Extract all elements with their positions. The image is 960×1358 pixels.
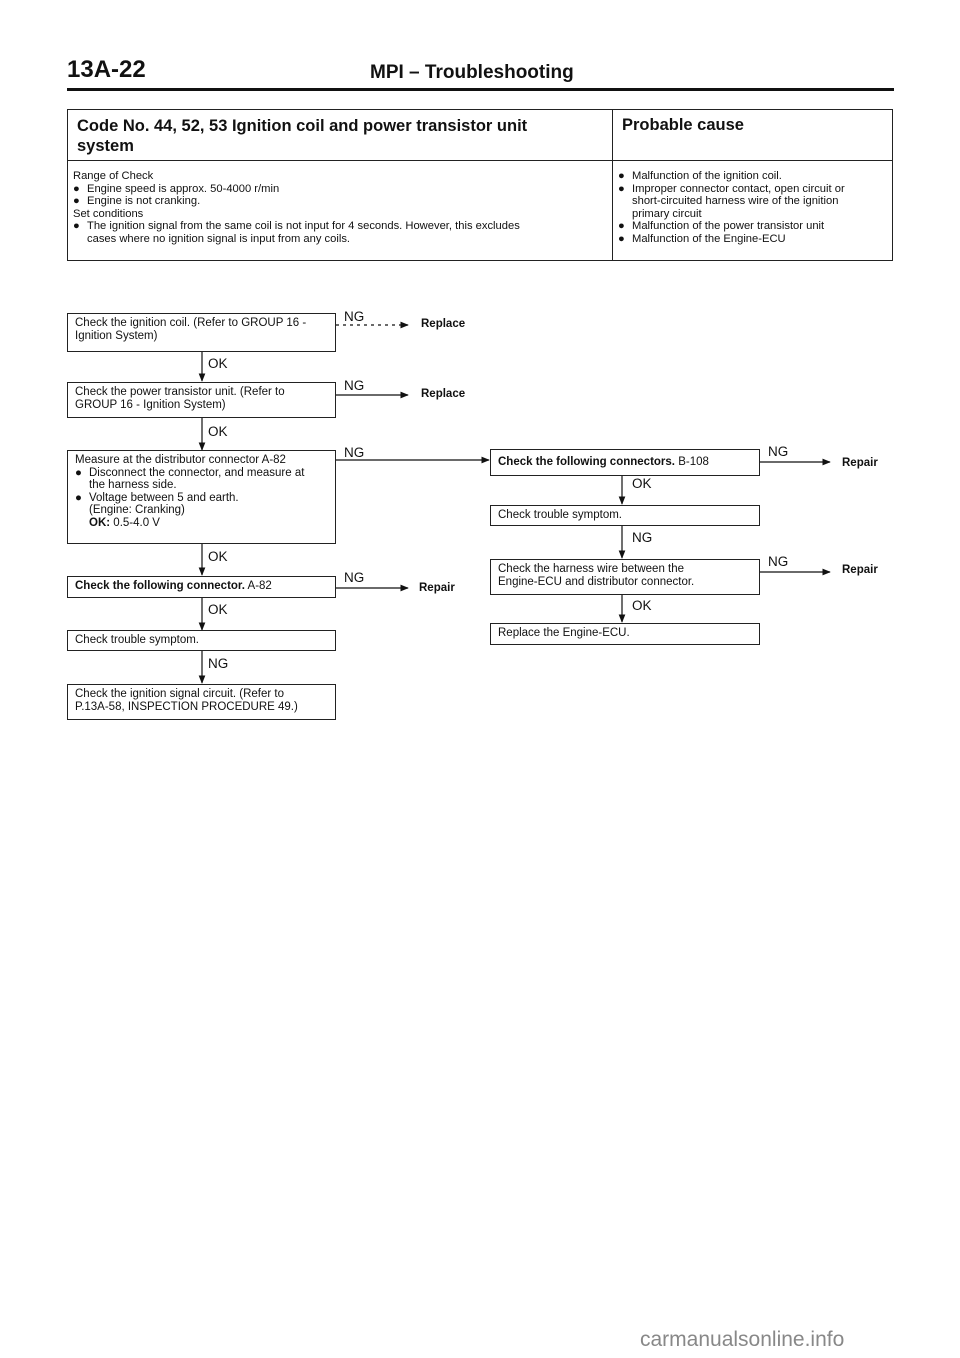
range-item: ● Engine is not cranking. bbox=[73, 195, 201, 208]
watermark: carmanualsonline.info bbox=[640, 1328, 845, 1351]
page-number: 13A-22 bbox=[67, 56, 146, 83]
step-check-trouble-symptom: Check trouble symptom. bbox=[67, 630, 336, 651]
set-conditions-heading: Set conditions bbox=[73, 207, 144, 220]
ng-label: NG bbox=[344, 378, 365, 393]
bullet-icon: ● bbox=[73, 195, 80, 208]
bullet-icon: ● bbox=[618, 182, 625, 195]
step-check-ignition-coil: Check the ignition coil. (Refer to GROUP 16 - Ignition System) bbox=[67, 313, 336, 352]
ok-label: OK bbox=[208, 602, 228, 617]
result-repair: Repair bbox=[419, 582, 455, 594]
step-replace-engine-ecu: Replace the Engine-ECU. bbox=[490, 623, 760, 645]
result-repair: Repair bbox=[842, 564, 878, 576]
ok-label: OK bbox=[632, 476, 652, 491]
ng-label: NG bbox=[632, 530, 653, 545]
step-check-ignition-signal-circuit: Check the ignition signal circuit. (Refer to P.13A-58, INSPECTION PROCEDURE 49.) bbox=[67, 684, 336, 720]
range-item: ● Engine speed is approx. 50-4000 r/min bbox=[73, 182, 280, 195]
cause-item-cont: primary circuit bbox=[632, 207, 702, 220]
result-repair: Repair bbox=[842, 457, 878, 469]
step-right-check-trouble-symptom: Check trouble symptom. bbox=[490, 505, 760, 526]
bullet-icon: ● bbox=[75, 491, 82, 504]
bullet-icon: ● bbox=[73, 220, 80, 233]
ng-label: NG bbox=[768, 554, 789, 569]
page-title: MPI – Troubleshooting bbox=[370, 62, 574, 83]
ng-label: NG bbox=[344, 309, 365, 324]
ok-label: OK bbox=[208, 356, 228, 371]
bullet-icon: ● bbox=[618, 170, 625, 182]
ng-label: NG bbox=[768, 444, 789, 459]
cause-item: ● Malfunction of the power transistor unit bbox=[618, 220, 825, 233]
ng-label: NG bbox=[344, 445, 365, 460]
ng-label: NG bbox=[208, 656, 229, 671]
bullet-icon: ● bbox=[75, 466, 82, 479]
result-replace: Replace bbox=[421, 318, 466, 330]
bullet-icon: ● bbox=[618, 232, 625, 245]
cause-item: ● Improper connector contact, open circuit or bbox=[618, 182, 845, 195]
ng-label: NG bbox=[344, 570, 365, 585]
ok-label: OK bbox=[208, 424, 228, 439]
step-check-connectors-b108: Check the following connectors. B-108 bbox=[490, 449, 760, 476]
cause-item: ● Malfunction of the ignition coil. bbox=[618, 170, 782, 182]
set-condition-item: ● The ignition signal from the same coil is not input for 4 seconds. However, this excludes bbox=[73, 220, 520, 233]
probable-cause-title: Probable cause bbox=[622, 116, 744, 134]
bullet-icon: ● bbox=[73, 182, 80, 195]
ok-label: OK bbox=[208, 549, 228, 564]
bullet-icon: ● bbox=[618, 220, 625, 233]
step-check-power-transistor: Check the power transistor unit. (Refer to GROUP 16 - Ignition System) bbox=[67, 382, 336, 418]
range-heading: Range of Check bbox=[73, 170, 154, 182]
code-title-line2: system bbox=[77, 137, 134, 155]
step-measure-distributor-connector: Measure at the distributor connector A-82 ● Disconnect the connector, and measure at the harness side. ● Voltage between 5 and earth. (Engine: Cranking) OK: 0.5-4.0 V bbox=[67, 450, 336, 544]
step-check-harness-wire: Check the harness wire between the Engine-ECU and distributor connector. bbox=[490, 559, 760, 595]
code-title-line1: Code No. 44, 52, 53 Ignition coil and power transistor unit bbox=[77, 117, 528, 135]
cause-item-cont: short-circuited harness wire of the ignition bbox=[632, 195, 839, 208]
set-condition-item-cont: cases where no ignition signal is input from any coils. bbox=[87, 232, 351, 245]
ok-label: OK bbox=[632, 598, 652, 613]
cause-item: ● Malfunction of the Engine-ECU bbox=[618, 232, 786, 245]
step-check-connector-a82: Check the following connector. A-82 bbox=[67, 576, 336, 598]
result-replace: Replace bbox=[421, 388, 466, 400]
